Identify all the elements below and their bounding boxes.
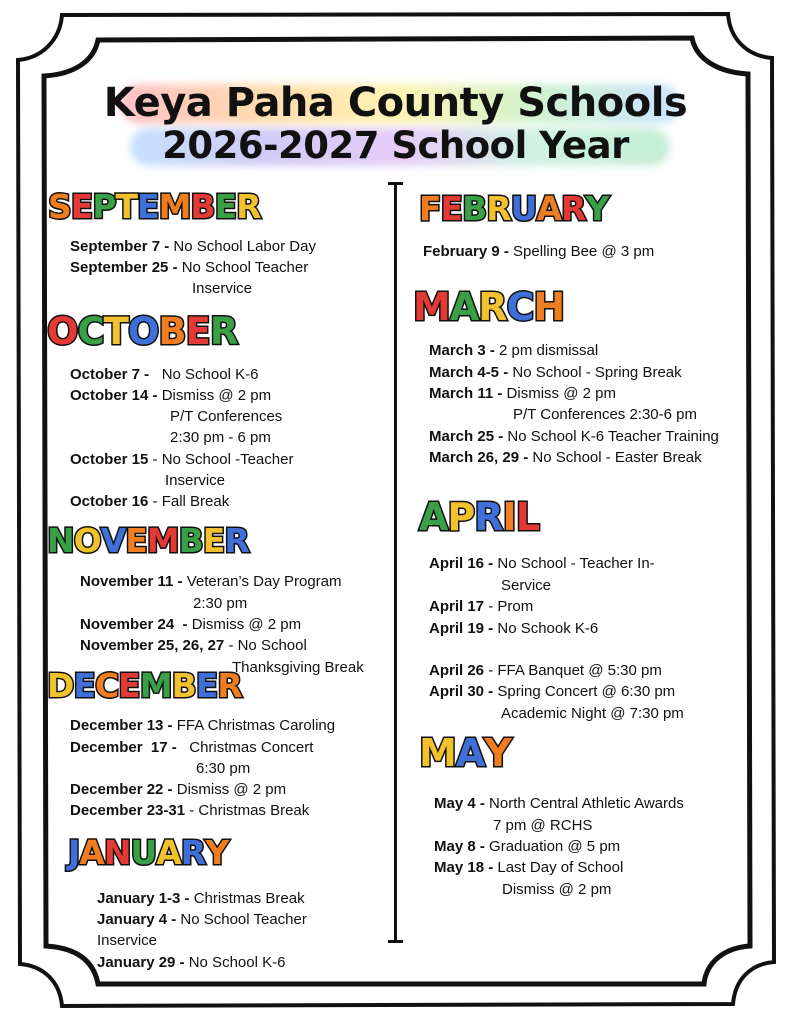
month-letter: I: [502, 495, 516, 539]
event-line: January 1-3 - Christmas Break: [97, 890, 305, 907]
month-letter: R: [236, 187, 261, 226]
month-heading-september: [48, 187, 261, 226]
event-line: Inservice: [165, 472, 226, 489]
month-letter: V: [100, 521, 126, 560]
month-letter: U: [130, 833, 157, 872]
page-subtitle: 2026-2027 School Year: [162, 124, 629, 167]
month-letter: O: [127, 310, 159, 353]
month-letter: B: [171, 666, 196, 705]
month-letter: B: [190, 187, 215, 226]
month-letter: A: [156, 833, 181, 872]
event-line: April 19 - No Schook K-6: [429, 620, 599, 637]
event-line: December 17 - Christmas Concert: [70, 739, 314, 756]
month-letter: R: [180, 833, 206, 872]
event-line: December 22 - Dismiss @ 2 pm: [70, 781, 287, 798]
month-letter: P: [92, 187, 116, 226]
month-letter: P: [447, 495, 475, 539]
month-letter: N: [103, 833, 131, 872]
event-line: December 23-31 - Christmas Break: [70, 802, 310, 819]
month-letter: L: [515, 495, 539, 539]
month-letter: R: [209, 310, 238, 353]
event-line: November 24 - Dismiss @ 2 pm: [80, 616, 302, 633]
month-heading-december: [47, 666, 242, 705]
event-line: November 25, 26, 27 - No School: [80, 637, 307, 654]
month-letter: C: [94, 666, 119, 705]
month-letter: H: [533, 285, 565, 329]
month-letter: R: [474, 495, 503, 539]
event-line: March 11 - Dismiss @ 2 pm: [429, 385, 616, 402]
month-letter: B: [158, 310, 186, 353]
event-line: May 8 - Graduation @ 5 pm: [434, 838, 621, 855]
month-letter: A: [79, 833, 104, 872]
month-letter: T: [103, 310, 128, 353]
month-heading-march: [413, 285, 565, 329]
page-title: Keya Paha County Schools: [103, 80, 688, 126]
month-letter: O: [47, 310, 78, 353]
month-letter: E: [202, 521, 225, 560]
month-letter: Y: [205, 833, 229, 872]
month-heading-october: [47, 310, 238, 353]
event-line: Thanksgiving Break: [232, 659, 364, 676]
month-letter: R: [224, 521, 249, 560]
event-line: Inservice: [97, 932, 158, 949]
month-letter: R: [217, 666, 242, 705]
event-line: September 7 - No School Labor Day: [70, 238, 316, 255]
event-line: March 25 - No School K-6 Teacher Training: [429, 428, 719, 445]
event-line: October 16 - Fall Break: [70, 493, 230, 510]
month-letter: U: [510, 189, 537, 228]
month-letter: M: [419, 731, 456, 775]
divider-top-cap: [388, 182, 403, 185]
month-letter: T: [115, 187, 138, 226]
month-letter: R: [561, 189, 586, 228]
month-letter: D: [47, 666, 74, 705]
event-line: December 13 - FFA Christmas Caroling: [70, 717, 336, 734]
month-letter: A: [455, 731, 485, 775]
month-letter: Y: [484, 731, 511, 775]
month-letter: S: [48, 187, 71, 226]
event-line: P/T Conferences 2:30-6 pm: [513, 406, 697, 423]
event-line: October 7 - No School K-6: [70, 366, 259, 383]
month-letter: C: [506, 285, 534, 329]
month-heading-february: [419, 189, 609, 228]
month-letter: E: [137, 187, 159, 226]
month-letter: E: [185, 310, 210, 353]
month-letter: E: [195, 666, 218, 705]
event-line: January 29 - No School K-6: [97, 954, 286, 971]
event-line: 6:30 pm: [196, 760, 251, 777]
event-line: May 4 - North Central Athletic Awards: [434, 795, 684, 812]
month-letter: B: [462, 189, 487, 228]
month-heading-november: [47, 521, 249, 560]
month-letter: E: [73, 666, 95, 705]
event-line: April 30 - Spring Concert @ 6:30 pm: [429, 683, 676, 700]
month-letter: A: [419, 495, 448, 539]
month-letter: M: [158, 187, 191, 226]
month-letter: C: [77, 310, 104, 353]
event-line: May 18 - Last Day of School: [434, 859, 624, 876]
event-line: February 9 - Spelling Bee @ 3 pm: [423, 243, 655, 260]
event-line: 2:30 pm: [193, 595, 248, 612]
month-letter: E: [70, 187, 93, 226]
event-line: November 11 - Veteran’s Day Program: [80, 573, 342, 590]
event-line: September 25 - No School Teacher: [70, 259, 309, 276]
month-letter: M: [139, 666, 172, 705]
event-line: P/T Conferences: [170, 408, 283, 425]
month-letter: F: [419, 189, 441, 228]
event-line: March 26, 29 - No School - Easter Break: [429, 449, 702, 466]
event-line: April 16 - No School - Teacher In-: [429, 555, 655, 572]
event-line: October 14 - Dismiss @ 2 pm: [70, 387, 272, 404]
month-heading-april: [419, 495, 539, 539]
event-line: April 26 - FFA Banquet @ 5:30 pm: [429, 662, 662, 679]
month-letter: E: [214, 187, 237, 226]
event-line: 7 pm @ RCHS: [493, 817, 593, 834]
event-line: April 17 - Prom: [429, 598, 534, 615]
event-line: March 3 - 2 pm dismissal: [429, 342, 599, 359]
month-heading-may: [419, 731, 511, 775]
event-line: Inservice: [192, 280, 253, 297]
month-letter: E: [125, 521, 147, 560]
month-letter: M: [413, 285, 450, 329]
month-letter: R: [478, 285, 507, 329]
month-letter: R: [486, 189, 511, 228]
month-letter: O: [73, 521, 101, 560]
event-line: Service: [501, 577, 552, 594]
event-line: Academic Night @ 7:30 pm: [501, 705, 684, 722]
month-letter: E: [440, 189, 463, 228]
month-heading-january: [68, 833, 229, 872]
divider-bottom-cap: [388, 940, 403, 943]
event-line: Dismiss @ 2 pm: [502, 881, 612, 898]
column-divider: [394, 182, 397, 942]
month-letter: J: [68, 833, 80, 872]
event-line: January 4 - No School Teacher: [97, 911, 307, 928]
month-letter: N: [47, 521, 74, 560]
month-letter: Y: [585, 189, 609, 228]
month-letter: M: [146, 521, 179, 560]
event-line: March 4-5 - No School - Spring Break: [429, 364, 682, 381]
month-letter: A: [536, 189, 562, 228]
event-line: October 15 - No School -Teacher: [70, 451, 294, 468]
event-line: 2:30 pm - 6 pm: [170, 429, 271, 446]
month-letter: A: [449, 285, 479, 329]
month-letter: B: [178, 521, 203, 560]
month-letter: E: [118, 666, 140, 705]
